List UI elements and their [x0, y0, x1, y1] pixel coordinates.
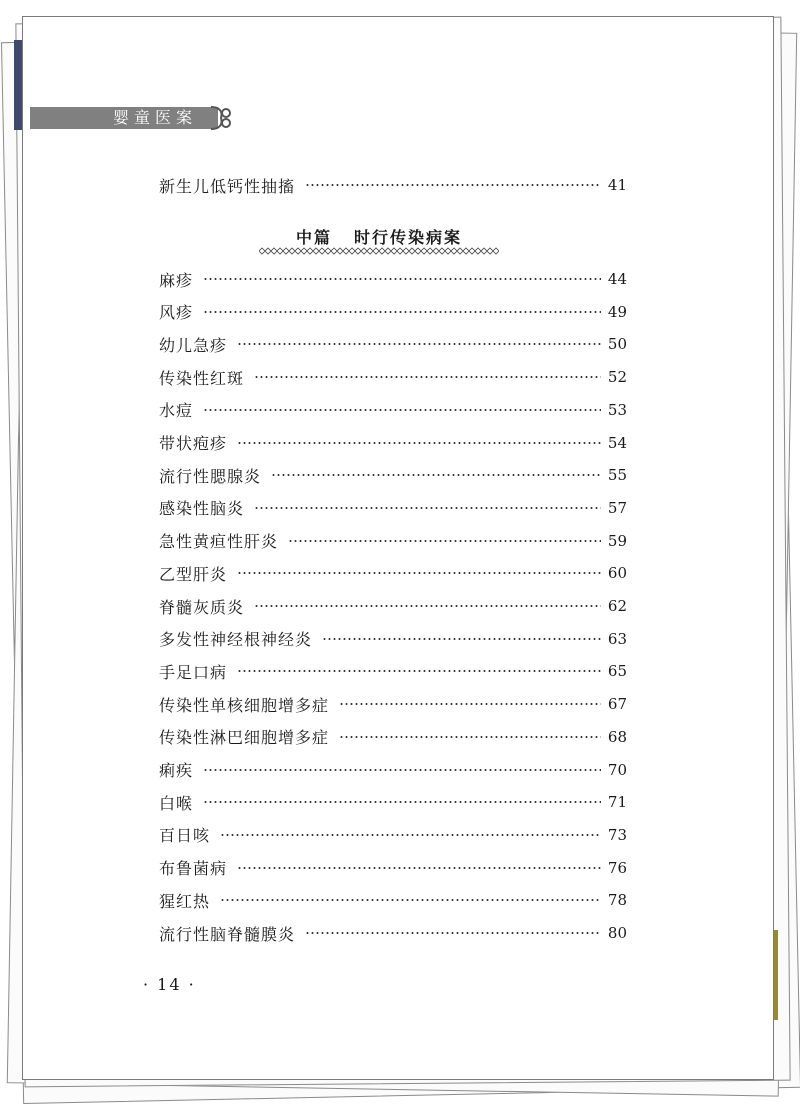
- toc-entry-page: 63: [607, 629, 627, 648]
- toc-entry-page: 65: [607, 662, 627, 681]
- toc-entry: [159, 300, 627, 324]
- toc-entry: [159, 332, 627, 356]
- toc-entry-page: 44: [607, 270, 627, 288]
- toc-entry-page: 57: [607, 498, 627, 517]
- toc-entry-page: 60: [607, 564, 627, 583]
- toc-entry-page: 70: [607, 760, 627, 779]
- toc-entry: [159, 529, 627, 553]
- dot-leader: [203, 278, 601, 280]
- toc-entry: [159, 267, 627, 291]
- toc-entry-title: 急性黄疸性肝炎: [159, 532, 279, 552]
- toc-entry: [159, 398, 627, 422]
- toc-entry-title: 感染性脑炎: [159, 499, 245, 519]
- toc-entry-title: 猩红热: [159, 891, 211, 911]
- toc-entry-page: 53: [607, 400, 627, 419]
- section-heading: [259, 225, 499, 248]
- toc-entry-title: 脊髓灰质炎: [159, 597, 245, 617]
- toc-entry-title: 白喉: [159, 793, 194, 813]
- dot-leader: [237, 867, 601, 869]
- toc-entry-title: 流行性腮腺炎: [159, 466, 262, 486]
- dot-leader: [339, 736, 601, 738]
- toc-entry-title: 传染性红斑: [159, 368, 245, 388]
- dot-leader: [203, 769, 601, 771]
- toc-entry: [159, 856, 627, 880]
- dot-leader: [220, 834, 601, 836]
- toc-entry-page: 62: [607, 597, 627, 615]
- dot-leader: [254, 507, 601, 509]
- dot-leader: [203, 311, 601, 313]
- toc-entry: [159, 725, 627, 749]
- toc-entry-page: 68: [607, 727, 627, 746]
- section-name: 时行传染病案: [354, 228, 463, 247]
- toc-entry: [159, 627, 627, 651]
- toc-entry: [159, 888, 627, 912]
- toc-entry-title: 布鲁菌病: [159, 859, 228, 879]
- toc-entry-title: 手足口病: [159, 662, 228, 682]
- toc-entry-title: 痢疾: [159, 761, 194, 780]
- toc-entry: [159, 921, 627, 945]
- dot-leader: [203, 409, 601, 411]
- toc-entry-title: 幼儿急疹: [159, 335, 228, 355]
- running-header-title: 婴童医案: [113, 108, 198, 127]
- toc-entry-page: 54: [607, 433, 627, 452]
- toc-entry: [159, 173, 627, 197]
- toc-entry-page: 50: [607, 335, 627, 354]
- book-page: [22, 16, 774, 1080]
- dot-leader: [237, 442, 601, 444]
- toc-entry-page: 76: [607, 858, 627, 877]
- toc-entry: [159, 561, 627, 585]
- toc-entry: [159, 659, 627, 683]
- dot-leader: [237, 572, 601, 574]
- dot-leader: [237, 343, 601, 345]
- dot-leader: [339, 703, 601, 705]
- toc-entry-page: 80: [607, 924, 627, 942]
- dot-leader: [254, 376, 601, 378]
- toc-entry-page: 49: [607, 302, 627, 321]
- toc-entry-title: 麻疹: [159, 270, 194, 290]
- toc-entry: [159, 463, 627, 487]
- toc-entry-page: 71: [607, 793, 627, 812]
- dot-leader: [271, 474, 601, 476]
- toc-entry: [159, 431, 627, 455]
- toc-entry-page: 73: [607, 825, 627, 844]
- header-ornament-icon: [209, 103, 235, 133]
- section-ornamental-rule: [259, 247, 499, 255]
- toc-entry: [159, 365, 627, 389]
- toc-entry-page: 59: [607, 531, 627, 550]
- dot-leader: [305, 932, 601, 934]
- toc-entry-page: 52: [607, 368, 627, 387]
- toc-entry-title: 传染性单核细胞增多症: [159, 695, 330, 715]
- toc-entry-title: 带状疱疹: [159, 434, 228, 453]
- toc-entry: [159, 758, 627, 782]
- dot-leader: [237, 670, 601, 672]
- toc-entry-page: 55: [607, 466, 627, 485]
- toc-entry-title: 流行性脑脊髓膜炎: [159, 924, 296, 944]
- dot-leader: [288, 540, 601, 542]
- dot-leader: [220, 899, 601, 901]
- toc-entry: [159, 823, 627, 847]
- dot-leader: [322, 638, 601, 640]
- section-part: 中篇: [295, 228, 332, 247]
- toc-entry: [159, 692, 627, 716]
- dot-leader: [305, 184, 601, 186]
- toc-entry-page: 67: [607, 695, 627, 714]
- dot-leader: [254, 605, 601, 607]
- toc-entry-title: 水痘: [159, 401, 194, 421]
- toc-entry-title: 新生儿低钙性抽搐: [159, 176, 296, 196]
- dot-leader: [203, 801, 601, 803]
- toc-entry: [159, 594, 627, 618]
- toc-entry-title: 多发性神经根神经炎: [159, 630, 313, 650]
- toc-entry-title: 风疹: [159, 303, 194, 323]
- toc-entry-page: 78: [607, 891, 627, 910]
- toc-entry: [159, 496, 627, 520]
- toc-entry-title: 百日咳: [159, 826, 211, 846]
- toc-entry-page: 41: [607, 176, 627, 194]
- page-number: · 14 ·: [143, 975, 196, 994]
- toc-entry-title: 传染性淋巴细胞增多症: [159, 728, 330, 748]
- toc-entry: [159, 790, 627, 814]
- toc-entry-title: 乙型肝炎: [159, 564, 228, 584]
